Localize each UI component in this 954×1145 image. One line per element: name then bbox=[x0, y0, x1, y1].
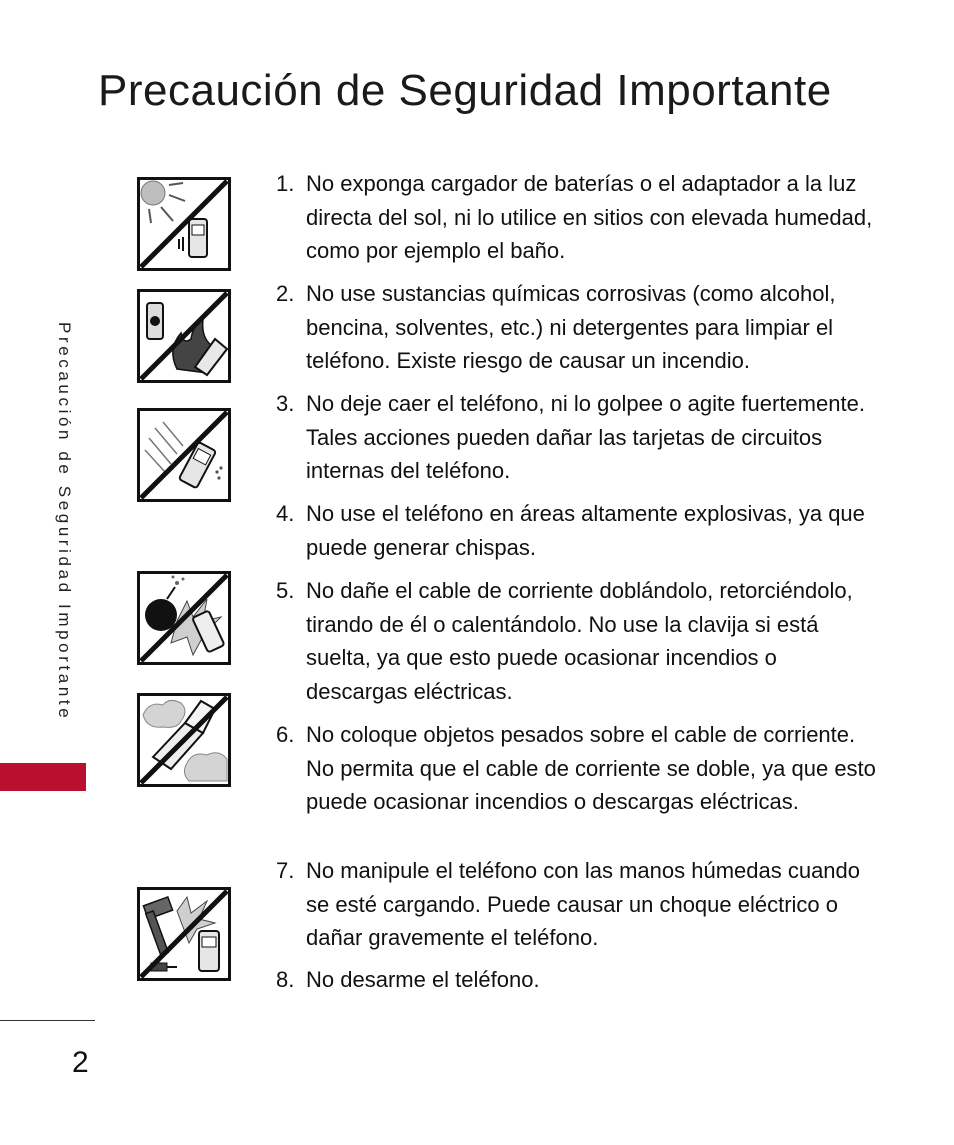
side-tab-label: Precaución de Seguridad Importante bbox=[55, 322, 74, 722]
item-number: 5. bbox=[276, 578, 295, 603]
item-number: 8. bbox=[276, 967, 295, 992]
item-number: 7. bbox=[276, 858, 295, 883]
item-text: No manipule el teléfono con las manos húmedas cuando se esté cargando. Puede causar un choque eléctrico o dañar gravemente el teléfono. bbox=[306, 858, 861, 950]
item-number: 4. bbox=[276, 501, 295, 526]
safety-item bbox=[276, 963, 876, 997]
safety-item bbox=[276, 497, 876, 564]
safety-item bbox=[276, 167, 876, 268]
safety-item bbox=[276, 387, 876, 488]
safety-item bbox=[276, 718, 876, 819]
safety-item bbox=[276, 574, 876, 708]
disassemble-warning-icon bbox=[137, 887, 231, 981]
explosive-warning-icon bbox=[137, 571, 231, 665]
safety-item bbox=[276, 854, 876, 955]
item-text: No dañe el cable de corriente doblándolo, retorciéndolo, tirando de él o calentándolo. No use la clavija si está suelta, ya que esto puede ocasionar incendios o descargas eléctricas. bbox=[306, 578, 853, 704]
item-text: No deje caer el teléfono, ni lo golpee o agite fuertemente. Tales acciones pueden dañar las tarjetas de circuitos internas del teléfono. bbox=[306, 391, 865, 483]
item-text: No exponga cargador de baterías o el adaptador a la luz directa del sol, ni lo utilice en sitios con elevada humedad, como por ejemplo el baño. bbox=[306, 171, 873, 263]
chemical-fire-warning-icon bbox=[137, 289, 231, 383]
page-number: 2 bbox=[72, 1046, 89, 1079]
crushed-phone-warning-icon bbox=[137, 693, 231, 787]
sun-phone-warning-icon bbox=[137, 177, 231, 271]
item-text: No use sustancias químicas corrosivas (como alcohol, bencina, solventes, etc.) ni detergentes para limpiar el teléfono. Existe riesgo de causar un incendio. bbox=[306, 281, 836, 373]
item-text: No use el teléfono en áreas altamente explosivas, ya que puede generar chispas. bbox=[306, 501, 865, 560]
item-number: 1. bbox=[276, 171, 295, 196]
drop-phone-warning-icon bbox=[137, 408, 231, 502]
item-text: No desarme el teléfono. bbox=[306, 967, 540, 992]
safety-item bbox=[276, 277, 876, 378]
item-number: 3. bbox=[276, 391, 295, 416]
item-number: 2. bbox=[276, 281, 295, 306]
page-title: Precaución de Seguridad Importante bbox=[98, 66, 832, 115]
footer-divider bbox=[0, 1020, 95, 1021]
side-tab-marker bbox=[0, 763, 86, 791]
item-text: No coloque objetos pesados sobre el cable de corriente. No permita que el cable de corriente se doble, ya que esto puede ocasionar incendios o descargas eléctricas. bbox=[306, 722, 876, 814]
item-number: 6. bbox=[276, 722, 295, 747]
